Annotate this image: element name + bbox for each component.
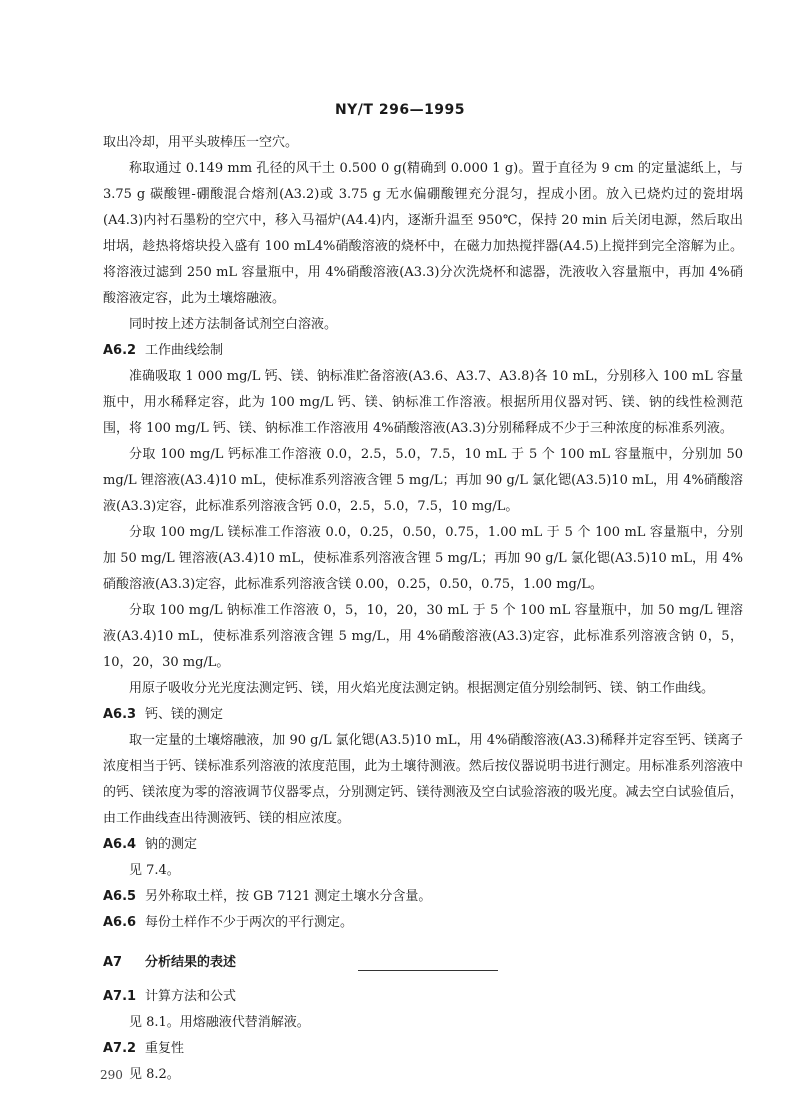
page-number: 290: [100, 1068, 123, 1082]
end-divider: [358, 970, 498, 971]
paragraph-continuation: 取出冷却，用平头玻棒压一空穴。: [103, 135, 299, 150]
section-number: A7.2: [103, 1041, 137, 1056]
section-title: 分析结果的表述: [145, 955, 237, 970]
section-title: 计算方法和公式: [145, 989, 237, 1004]
paragraph-sodium-series: 分取 100 mg/L 钠标准工作溶液 0，5，10，20，30 mL 于 5 个 100 mL 容量瓶中，加 50 mg/L 锂溶液(A3.4)10 mL，使标准系列溶液含锂 5 mg/L，用 4%硝酸溶液(A3.3)定容，此标准系列溶液含钠 0，5，10，20，30 mg/L。: [103, 603, 743, 670]
section-title: 每份土样作不少于两次的平行测定。: [145, 915, 354, 930]
paragraph-magnesium-series: 分取 100 mg/L 镁标准工作溶液 0.0，0.25，0.50，0.75，1.00 mL 于 5 个 100 mL 容量瓶中，分别加 50 mg/L 锂溶液(A3.4)10 mL，使标准系列溶液含锂 5 mg/L；再加 90 g/L 氯化锶(A3.5)10 mL，用 4%硝酸溶液(A3.3)定容，此标准系列溶液含镁 0.00，0.25，0.50，0.75，1.00 mg/L。: [103, 525, 743, 592]
section-a6-4: [103, 832, 743, 858]
reference-text: 见 8.1。用熔融液代替消解液。: [129, 1015, 310, 1030]
section-number: A6.2: [103, 343, 137, 358]
paragraph-calcium-series: 分取 100 mg/L 钙标准工作溶液 0.0，2.5，5.0，7.5，10 mL 于 5 个 100 mL 容量瓶中，分别加 50 mg/L 锂溶液(A3.4)10 mL，使标准系列溶液含锂 5 mg/L；再加 90 g/L 氯化锶(A3.5)10 mL，用 4%硝酸溶液(A3.3)定容，此标准系列溶液含钙 0.0，2.5，5.0，7.5，10 mg/L。: [103, 447, 743, 514]
document-header: NY/T 296—1995: [334, 102, 466, 118]
section-title: 另外称取土样，按 GB 7121 测定土壤水分含量。: [145, 889, 432, 904]
section-title: 工作曲线绘制: [145, 343, 224, 358]
section-number: A6.3: [103, 707, 137, 722]
section-number: A7.1: [103, 989, 137, 1004]
reference-text: 见 7.4。: [129, 863, 180, 878]
section-a6-5: [103, 884, 743, 910]
section-number: A7: [103, 955, 123, 970]
reference-text: 见 8.2。: [129, 1067, 180, 1082]
section-a7-2: [103, 1036, 743, 1062]
paragraph-standard-preparation: 准确吸取 1 000 mg/L 钙、镁、钠标准贮备溶液(A3.6、A3.7、A3.8)各 10 mL，分别移入 100 mL 容量瓶中，用水稀释定容，此为 100 mg/L 钙、镁、钠标准工作溶液。根据所用仪器对钙、镁、钠的线性检测范围，将 100 mg/L 钙、镁、钠标准工作溶液用 4%硝酸溶液(A3.3)分别稀释成不少于三种浓度的标准系列液。: [103, 369, 743, 436]
section-title: 钠的测定: [145, 837, 198, 852]
paragraph-ca-mg-determination: 取一定量的土壤熔融液，加 90 g/L 氯化锶(A3.5)10 mL，用 4%硝酸溶液(A3.3)稀释并定容至钙、镁离子浓度相当于钙、镁标准系列溶液的浓度范围，此为土壤待测液。然后按仪器说明书进行测定。用标准系列溶液中的钙、镁浓度为零的溶液调节仪器零点，分别测定钙、镁待测液及空白试验溶液的吸光度。减去空白试验值后，由工作曲线查出待测液钙、镁的相应浓度。: [103, 733, 743, 826]
section-number: A6.4: [103, 837, 137, 852]
document-body: [103, 130, 743, 1088]
section-a6-6: [103, 910, 743, 936]
section-title: 钙、镁的测定: [145, 707, 224, 722]
paragraph-working-curves: 用原子吸收分光光度法测定钙、镁，用火焰光度法测定钠。根据测定值分别绘制钙、镁、钠工作曲线。: [129, 681, 715, 696]
section-a7-1: [103, 984, 743, 1010]
section-a6-3: [103, 702, 743, 728]
section-a6-2: [103, 338, 743, 364]
section-a7: [103, 950, 743, 976]
section-number: A6.5: [103, 889, 137, 904]
section-number: A6.6: [103, 915, 137, 930]
paragraph-blank-solution: 同时按上述方法制备试剂空白溶液。: [129, 317, 338, 332]
paragraph-fusion-procedure: 称取通过 0.149 mm 孔径的风干土 0.500 0 g(精确到 0.000 1 g)。置于直径为 9 cm 的定量滤纸上，与 3.75 g 碳酸锂-硼酸混合熔剂(A3.2)或 3.75 g 无水偏硼酸锂充分混匀，捏成小团。放入已烧灼过的瓷坩埚(A4.3)内衬石墨粉的空穴中，移入马福炉(A4.4)内，逐渐升温至 950℃，保持 20 min 后关闭电源，然后取出坩埚，趁热将熔块投入盛有 100 mL4%硝酸溶液的烧杯中，在磁力加热搅拌器(A4.5)上搅拌到完全溶解为止。将溶液过滤到 250 mL 容量瓶中，用 4%硝酸溶液(A3.3)分次洗烧杯和滤器，洗液收入容量瓶中，再加 4%硝酸溶液定容，此为土壤熔融液。: [103, 161, 743, 306]
section-title: 重复性: [145, 1041, 185, 1056]
